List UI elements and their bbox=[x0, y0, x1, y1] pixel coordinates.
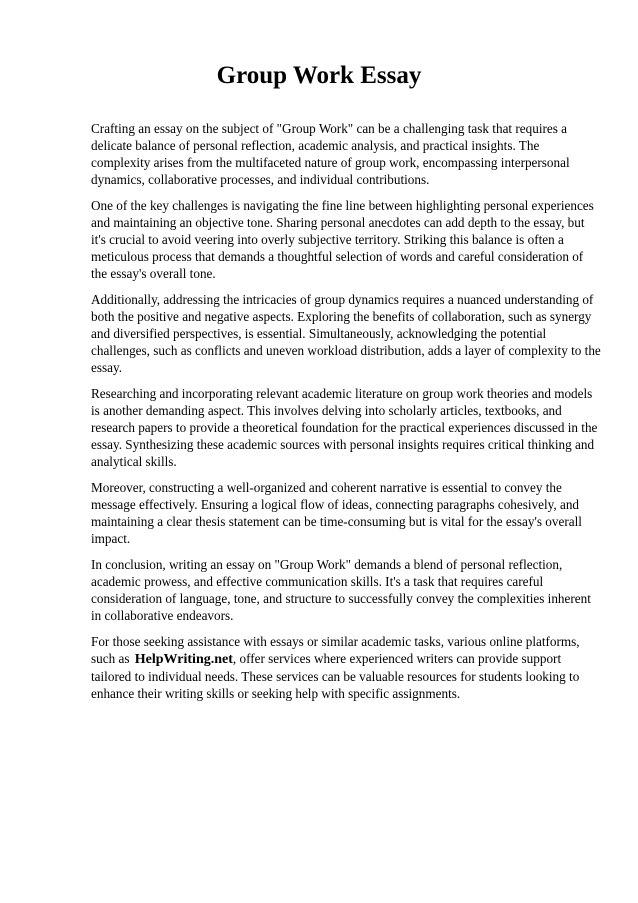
page-title: Group Work Essay bbox=[216, 62, 422, 89]
essay-body bbox=[91, 120, 601, 711]
paragraph-dynamics: Additionally, addressing the intricacies of group dynamics requires a nuanced understanding of both the positive and negative aspects. Exploring the benefits of collaboration, such as synergy and diversified perspectives, is essential. Simultaneously, acknowledging the potential challenges, such as conflicts and uneven workload distribution, adds a layer of complexity to the essay. bbox=[91, 292, 601, 376]
paragraph-conclusion: In conclusion, writing an essay on "Group Work" demands a blend of personal reflection, academic prowess, and effective communication skills. It's a task that requires careful consideration of language, tone, and structure to successfully convey the complexities inherent in collaborative endeavors. bbox=[91, 557, 591, 624]
paragraph-narrative: Moreover, constructing a well-organized and coherent narrative is essential to convey the message effectively. Ensuring a logical flow of ideas, connecting paragraphs cohesively, and maintaining a clear thesis statement can be time-consuming but is vital for the essay's overall impact. bbox=[91, 480, 582, 547]
paragraph-research: Researching and incorporating relevant academic literature on group work theories and models is another demanding aspect. This involves delving into scholarly articles, textbooks, and research papers to provide a theoretical foundation for the practical experiences discussed in the essay. Synthesizing these academic sources with personal insights requires critical thinking and analytical skills. bbox=[91, 386, 598, 470]
assistance-text-after: , offer services where experienced writers can provide support tailored to individual needs. These services can be valuable resources for students looking to enhance their writing skills or seeking help with specific assignments. bbox=[91, 651, 580, 702]
paragraph-assistance bbox=[91, 633, 601, 702]
paragraph-intro: Crafting an essay on the subject of "Group Work" can be a challenging task that requires a delicate balance of personal reflection, academic analysis, and practical insights. The complexity arises from the multifaceted nature of group work, encompassing interpersonal dynamics, collaborative processes, and individual contributions. bbox=[91, 121, 570, 188]
helpwriting-link[interactable]: HelpWriting.net bbox=[134, 652, 233, 668]
paragraph-challenges: One of the key challenges is navigating the fine line between highlighting personal experiences and maintaining an objective tone. Sharing personal anecdotes can add depth to the essay, but it's crucial to avoid veering into overly subjective territory. Striking this balance is often a meticulous process that demands a thoughtful selection of words and careful consideration of the essay's overall tone. bbox=[91, 197, 594, 282]
assistance-text-before: For those seeking assistance with essays or similar academic tasks, various online platforms, such as bbox=[91, 634, 580, 667]
